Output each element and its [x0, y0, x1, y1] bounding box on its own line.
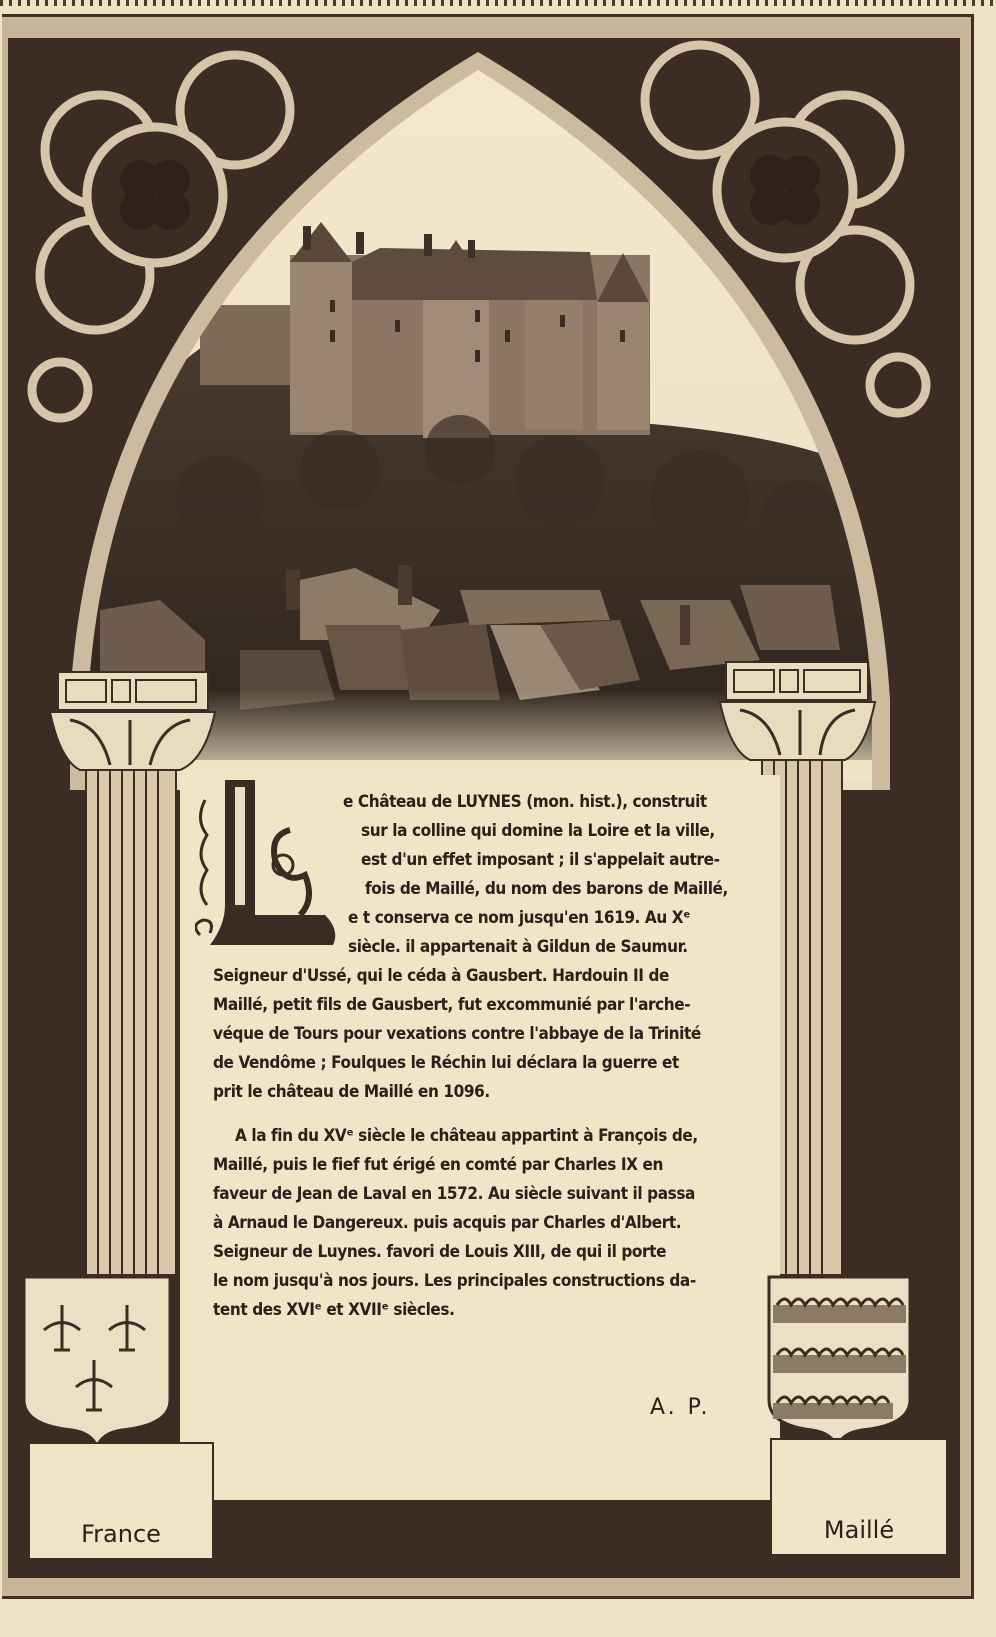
text-line: Maillé, petit fils de Gausbert, fut excommunié par l'arche-	[213, 995, 691, 1015]
label-maille: Maillé	[770, 1438, 948, 1556]
text-line: à Arnaud le Dangereux. puis acquis par Charles d'Albert.	[213, 1213, 682, 1233]
label-france: France	[28, 1442, 214, 1560]
bottom-dark-band	[210, 1500, 770, 1558]
text-line: le nom jusqu'à nos jours. Les principales constructions da-	[213, 1271, 696, 1291]
text-line: est d'un effet imposant ; il s'appelait autre-	[361, 850, 720, 870]
text-line: Maillé, puis le fief fut érigé en comté par Charles IX en	[213, 1155, 663, 1175]
text-line: Seigneur de Luynes. favori de Louis XIII, de qui il porte	[213, 1242, 667, 1262]
text-line: faveur de Jean de Laval en 1572. Au siècle suivant il passa	[213, 1184, 695, 1204]
text-line: e t conserva ce nom jusqu'en 1619. Au Xᵉ	[348, 908, 691, 928]
coat-of-arms-france	[22, 1275, 172, 1450]
text-line: de Vendôme ; Foulques le Réchin lui déclara la guerre et	[213, 1053, 679, 1073]
coat-of-arms-maille	[767, 1275, 912, 1450]
text-line: tent des XVIᵉ et XVIIᵉ siècles.	[213, 1300, 455, 1320]
text-line: A la fin du XVᵉ siècle le château appartint à François de,	[235, 1126, 698, 1146]
illuminated-dropcap-icon	[195, 775, 345, 950]
text-line: Seigneur d'Ussé, qui le céda à Gausbert. Hardouin II de	[213, 966, 670, 986]
text-line: siècle. il appartenait à Gildun de Saumur.	[348, 937, 688, 957]
text-line: véque de Tours pour vexations contre l'abbaye de la Trinité	[213, 1024, 701, 1044]
text-line: e Château de LUYNES (mon. hist.), construit	[343, 792, 707, 812]
text-line: sur la colline qui domine la Loire et la ville,	[361, 821, 715, 841]
text-line: fois de Maillé, du nom des barons de Maillé,	[365, 879, 728, 899]
signature: A. P.	[650, 1395, 711, 1420]
text-line: prit le château de Maillé en 1096.	[213, 1082, 490, 1102]
